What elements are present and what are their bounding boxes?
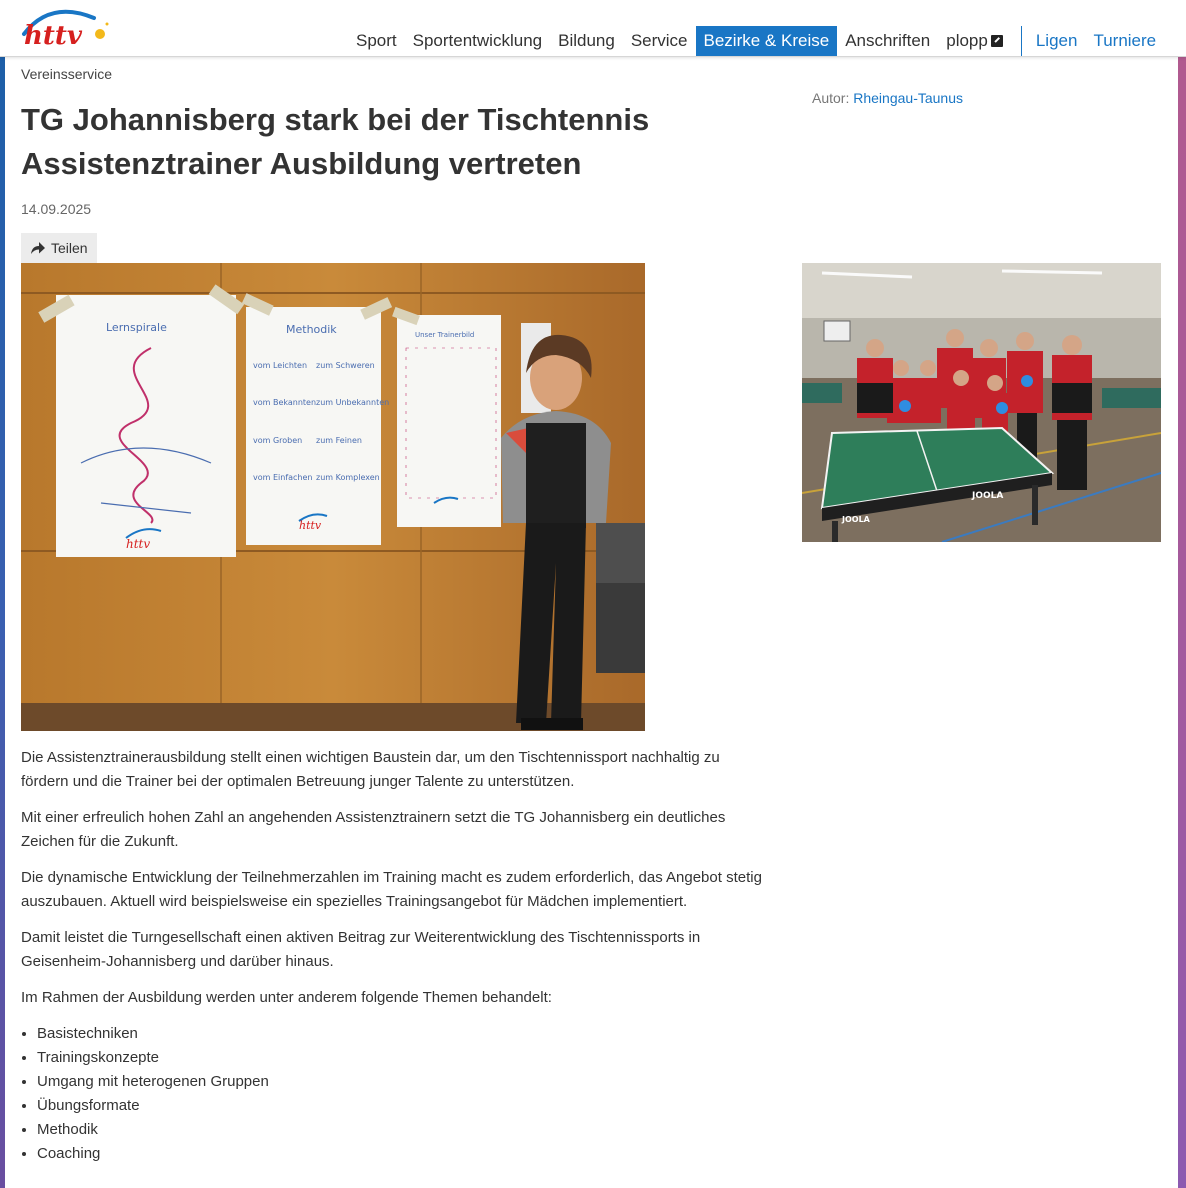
svg-text:vom Leichten: vom Leichten: [253, 361, 308, 370]
nav-item-bezirke-kreise[interactable]: Bezirke & Kreise: [696, 26, 838, 56]
main-nav: [348, 26, 1164, 56]
svg-text:vom Groben: vom Groben: [253, 436, 303, 445]
httv-logo[interactable]: [20, 4, 112, 48]
author-link[interactable]: Rheingau-Taunus: [853, 90, 963, 106]
right-accent-strip: [1178, 56, 1186, 1188]
svg-text:Methodik: Methodik: [286, 323, 337, 336]
svg-text:zum Feinen: zum Feinen: [316, 436, 362, 445]
nav-item-bildung[interactable]: Bildung: [558, 31, 615, 50]
list-item: • Umgang mit heterogenen Gruppen: [37, 1070, 771, 1094]
article-paragraph: Die Assistenztrainerausbildung stellt einen wichtigen Baustein dar, um den Tischtennissport nachhaltig zu fördern und die Trainer bei der optimalen Betreuung junger Talente zu unterstützen.: [21, 749, 720, 790]
list-item: • Trainingskonzepte: [37, 1046, 771, 1070]
nav-item-turniere[interactable]: Turniere: [1093, 31, 1157, 50]
nav-item-sportentwicklung[interactable]: Sportentwicklung: [412, 31, 543, 50]
svg-text:JOOLA: JOOLA: [842, 515, 870, 524]
list-item: • Coaching: [37, 1142, 771, 1166]
article-date: 14.09.2025: [21, 201, 92, 217]
article-photo-team: [802, 263, 1161, 542]
external-link-icon: [991, 35, 1003, 47]
article-paragraph: Mit einer erfreulich hohen Zahl an angehenden Assistenztrainern setzt die TG Johannisberg ein deutliches Zeichen für die Zukunft.: [21, 809, 726, 850]
nav-item-plopp-label: plopp: [946, 31, 988, 50]
article-photo-workshop: [21, 263, 645, 731]
author-prefix: Autor:: [812, 90, 850, 106]
svg-text:zum Schweren: zum Schweren: [316, 361, 375, 370]
svg-text:vom Bekannten: vom Bekannten: [253, 398, 317, 407]
svg-text:Lernspirale: Lernspirale: [106, 321, 167, 334]
svg-text:zum Unbekannten: zum Unbekannten: [316, 398, 390, 407]
svg-text:JOOLA: JOOLA: [972, 491, 1004, 501]
left-accent-strip: [0, 56, 5, 1188]
nav-item-ligen[interactable]: Ligen: [1035, 31, 1078, 50]
page-title: TG Johannisberg stark bei der Tischtennis Assistenztrainer Ausbildung vertreten: [21, 102, 650, 181]
article-paragraph: Im Rahmen der Ausbildung werden unter anderem folgende Themen behandelt:: [21, 989, 552, 1006]
nav-separator: [1021, 26, 1022, 56]
share-arrow-icon: [30, 241, 46, 255]
article-paragraph: Damit leistet die Turngesellschaft einen aktiven Beitrag zur Weiterentwicklung des Tischtennissports in Geisenheim-Johannisberg und darüber hinaus.: [21, 929, 701, 970]
svg-text:vom Einfachen: vom Einfachen: [253, 473, 313, 482]
topics-list: [21, 1022, 771, 1166]
article-body: [21, 746, 771, 1166]
svg-text:httv: httv: [126, 537, 151, 551]
list-item: • Übungsformate: [37, 1094, 771, 1118]
nav-item-sport[interactable]: Sport: [356, 31, 397, 50]
list-item: • Basistechniken: [37, 1022, 771, 1046]
nav-item-plopp[interactable]: [938, 26, 1011, 56]
svg-text:Unser Trainerbild: Unser Trainerbild: [415, 331, 475, 339]
breadcrumb[interactable]: Vereinsservice: [21, 66, 113, 82]
article-paragraph: Die dynamische Entwicklung der Teilnehmerzahlen im Training macht es zudem erforderlich, das Angebot stetig auszubauen. Aktuell wird beispielsweise ein spezielles Trainingsangebot für Mädchen implementiert.: [21, 869, 762, 910]
nav-item-service[interactable]: Service: [630, 31, 688, 50]
svg-text:zum Komplexen: zum Komplexen: [316, 473, 380, 482]
share-button[interactable]: [21, 233, 97, 263]
author-info: [812, 90, 963, 106]
site-header: [0, 0, 1186, 57]
list-item: • Methodik: [37, 1118, 771, 1142]
svg-text:httv: httv: [24, 21, 83, 48]
share-label: Teilen: [51, 240, 88, 256]
nav-item-anschriften[interactable]: Anschriften: [845, 31, 931, 50]
svg-text:httv: httv: [299, 519, 322, 532]
